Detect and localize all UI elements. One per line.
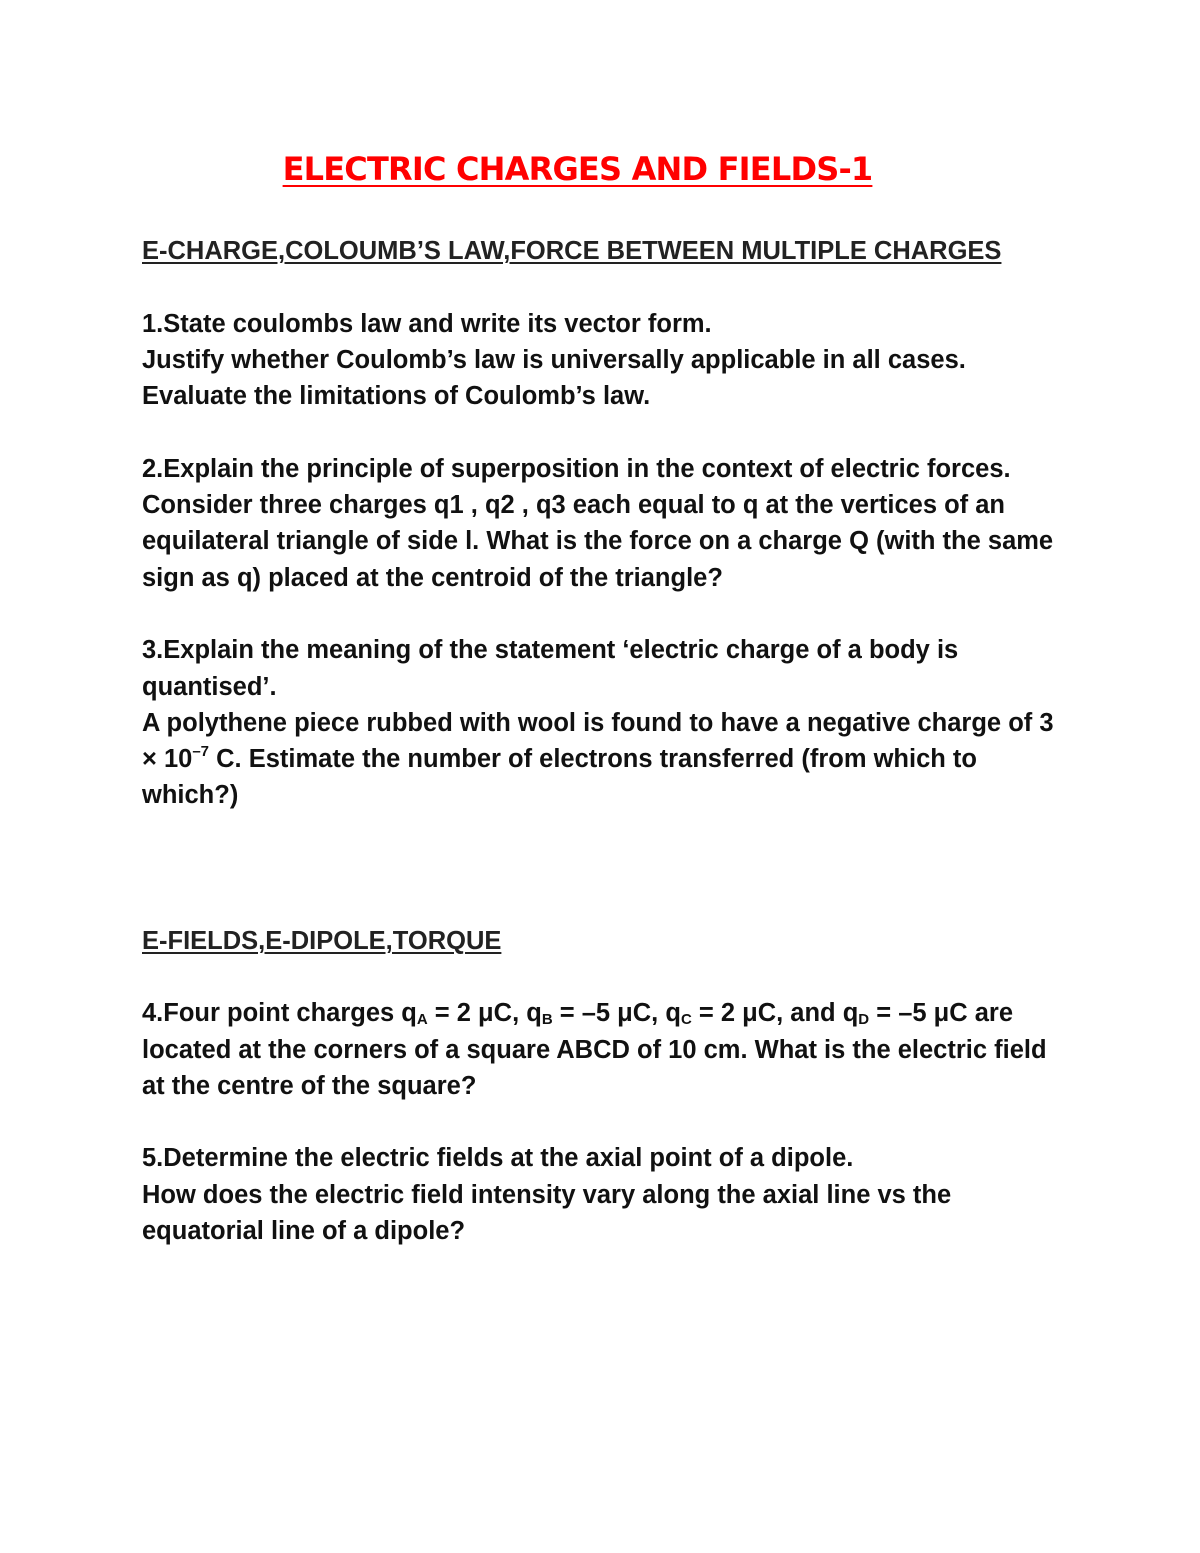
question-4-text: = –5 μC, q — [552, 999, 681, 1028]
exponent-label: –7 — [192, 743, 210, 761]
question-3-text: A polythene piece rubbed with wool is found to have a negative charge of 3 × 10 — [142, 708, 1054, 774]
question-4-text: 4.Four point charges q — [142, 999, 417, 1028]
question-3-text: C. Estimate the number of electrons transferred (from which to which?) — [142, 745, 977, 810]
question-4 — [142, 995, 1072, 1104]
question-2 — [142, 451, 1072, 596]
question-1-line: 1.State coulombs law and write its vector form. — [142, 309, 712, 338]
question-5-line: 5.Determine the electric fields at the axial point of a dipole. — [142, 1144, 854, 1173]
section-heading-coulomb: E-CHARGE,COLOUMB’S LAW,FORCE BETWEEN MULTIPLE CHARGES — [142, 237, 1002, 265]
question-5 — [142, 1140, 1072, 1249]
question-2-line: 2.Explain the principle of superposition in the context of electric forces. — [142, 454, 1011, 483]
question-3-line: 3.Explain the meaning of the statement ‘electric charge of a body is quantised’. — [142, 636, 959, 701]
question-5-line: How does the electric field intensity vary along the axial line vs the equatorial line of a dipole? — [142, 1180, 952, 1246]
question-1-line: Evaluate the limitations of Coulomb’s law. — [142, 382, 651, 411]
question-3-line — [142, 705, 1072, 814]
subscript-label: B — [541, 1011, 553, 1029]
document-body — [142, 233, 1072, 1249]
subscript-label: A — [416, 1011, 428, 1029]
document-title: ELECTRIC CHARGES AND FIELDS-1 — [282, 150, 873, 188]
question-1-line: Justify whether Coulomb’s law is universally applicable in all cases. — [142, 345, 966, 374]
section-heading-fields: E-FIELDS,E-DIPOLE,TORQUE — [142, 926, 502, 955]
question-3 — [142, 632, 1072, 813]
subscript-label: D — [858, 1011, 870, 1029]
question-2-line: Consider three charges q1 , q2 , q3 each equal to q at the vertices of an equilateral triangle of side l. What is the force on a charge Q (with the same sign as q) placed at the centroid of the triangle? — [142, 491, 1054, 592]
question-4-text: = 2 μC, and q — [691, 999, 859, 1028]
subscript-label: C — [680, 1011, 692, 1029]
question-4-text: = –5 μC are located at the corners of a square ABCD of 10 cm. What is the electric field at the centre of the square? — [142, 999, 1047, 1100]
question-4-text: = 2 μC, q — [427, 999, 542, 1028]
question-1 — [142, 306, 1072, 415]
